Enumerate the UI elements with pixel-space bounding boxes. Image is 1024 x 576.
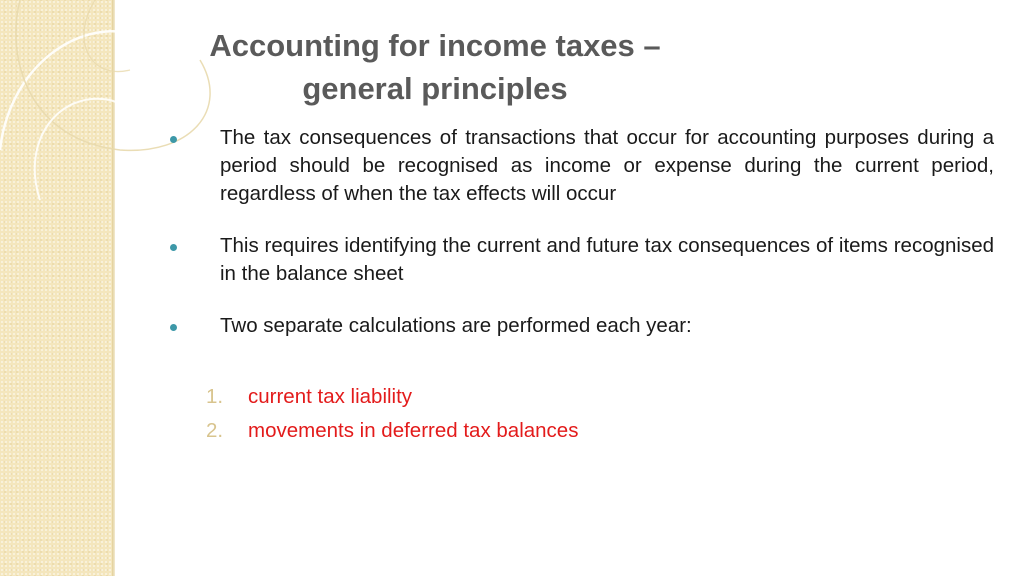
numbered-list bbox=[206, 380, 578, 448]
title-line-2: general principles bbox=[302, 71, 568, 106]
bullet-text: Two separate calculations are performed each year: bbox=[220, 314, 692, 337]
bullet-text: The tax consequences of transactions that occur for accounting purposes during a period should be recognised as income or expense during the current period, regardless of when the tax effects will occur bbox=[220, 126, 994, 205]
numbered-item bbox=[206, 380, 578, 414]
item-text: movements in deferred tax balances bbox=[248, 419, 579, 442]
bullet-dot-icon bbox=[170, 244, 177, 251]
item-text: current tax liability bbox=[248, 385, 413, 408]
bullet-item bbox=[160, 124, 994, 208]
item-number: 2. bbox=[206, 419, 224, 442]
page-title bbox=[150, 24, 720, 110]
title-line-1: Accounting for income taxes – bbox=[209, 28, 661, 63]
numbered-item bbox=[206, 414, 578, 448]
bullet-item bbox=[160, 232, 994, 288]
bullet-item bbox=[160, 312, 994, 340]
bullet-dot-icon bbox=[170, 136, 177, 143]
bullet-list bbox=[160, 124, 994, 340]
item-number: 1. bbox=[206, 385, 224, 408]
bullet-text: This requires identifying the current and future tax consequences of items recognised in the balance sheet bbox=[220, 234, 994, 285]
bullet-dot-icon bbox=[170, 324, 177, 331]
